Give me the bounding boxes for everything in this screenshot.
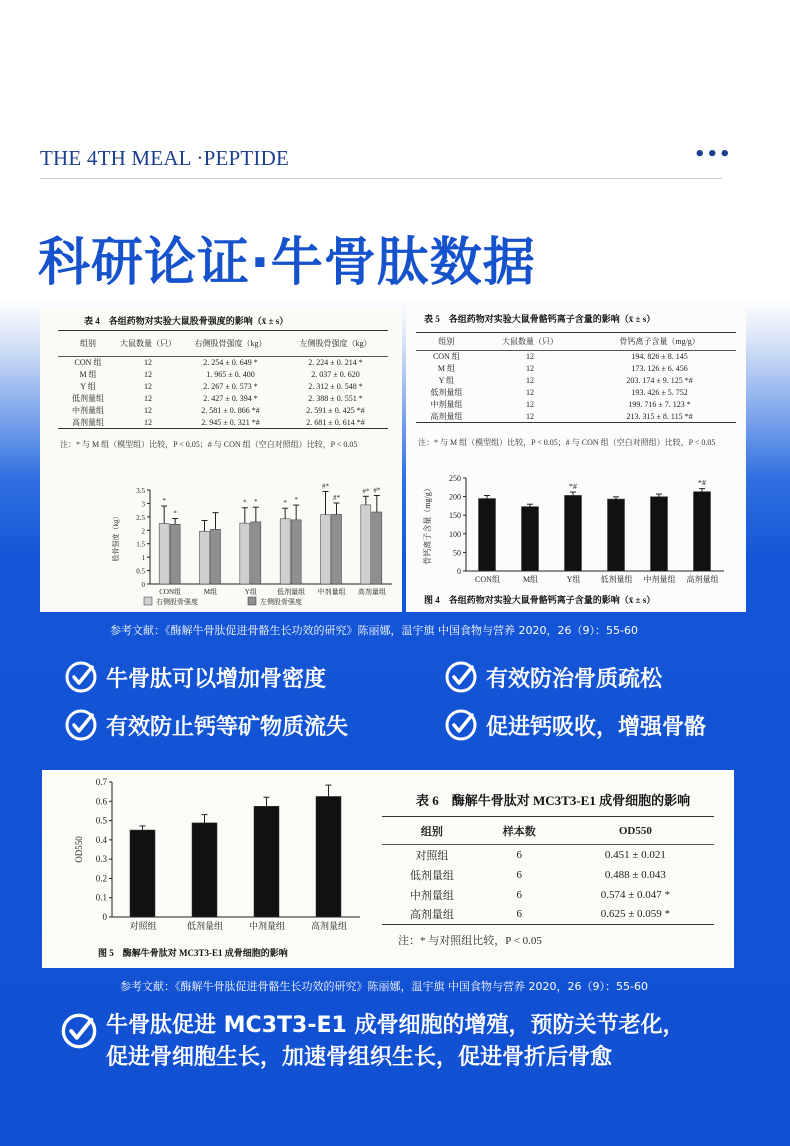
table-cell: 12 bbox=[525, 388, 534, 397]
y-tick-label: 0 bbox=[102, 912, 107, 922]
table6-header: OD550 bbox=[618, 824, 652, 837]
table4-note: 注：* 与 M 组（模型组）比较，P < 0.05；# 与 CON 组（空白对照组）比较，P < 0.05 bbox=[60, 440, 358, 449]
table6-header: 组别 bbox=[420, 825, 443, 838]
bar bbox=[254, 806, 279, 917]
bar bbox=[200, 531, 210, 584]
table5-note: 注：* 与 M 组（模型组）比较，P < 0.05；# 与 CON 组（空白对照组）比较，P < 0.05 bbox=[418, 438, 716, 447]
y-tick-label: 0.1 bbox=[95, 892, 107, 903]
benefit-text: 有效防止钙等矿物质流失 bbox=[106, 714, 349, 740]
significance-mark: #* bbox=[362, 487, 370, 496]
table-cell: 0.574 ± 0.047 * bbox=[600, 888, 670, 901]
table5-header: 大鼠数量（只） bbox=[501, 337, 558, 346]
table-cell: 6 bbox=[516, 888, 523, 901]
bar bbox=[332, 514, 342, 584]
check-circle-icon bbox=[444, 708, 478, 742]
table5-header: 骨钙离子含量（mg/g） bbox=[619, 337, 700, 346]
table-cell: 2. 427 ± 0. 394 * bbox=[203, 394, 258, 403]
check-circle-icon bbox=[64, 660, 98, 694]
table-cell: 12 bbox=[144, 406, 152, 415]
table-cell: 2. 037 ± 0. 620 bbox=[311, 370, 360, 379]
table-cell: 12 bbox=[525, 364, 534, 373]
y-axis-label: 骨钙离子含量（mg/g） bbox=[423, 484, 432, 565]
figure5-panel bbox=[42, 770, 734, 968]
bar bbox=[316, 796, 341, 917]
table-cell: 低剂量组 bbox=[72, 394, 104, 403]
y-axis-label: OD550 bbox=[74, 836, 84, 863]
brand-text: THE 4TH MEAL ·PEPTIDE bbox=[40, 146, 289, 170]
bar bbox=[170, 524, 180, 584]
x-tick-label: 高剂量组 bbox=[310, 921, 348, 931]
bar bbox=[240, 523, 250, 584]
table-cell: 中剂量组 bbox=[409, 889, 454, 902]
table-cell: 中剂量组 bbox=[430, 400, 463, 409]
bar bbox=[522, 507, 539, 571]
table-cell: 193. 426 ± 5. 752 bbox=[631, 388, 688, 397]
table-cell: 2. 681 ± 0. 614 *# bbox=[306, 417, 365, 427]
table-cell: 173. 126 ± 6. 456 bbox=[631, 364, 688, 373]
table-cell: 2. 945 ± 0. 321 *# bbox=[201, 417, 260, 427]
x-tick-label: 中剂量组 bbox=[248, 921, 286, 931]
bar bbox=[280, 519, 290, 584]
significance-mark: * bbox=[283, 499, 287, 508]
bone-calcium-chart bbox=[406, 468, 746, 608]
x-tick-label: 高剂量组 bbox=[357, 588, 386, 596]
bar bbox=[372, 512, 382, 584]
table-cell: CON 组 bbox=[432, 352, 460, 362]
table6-caption: 表 6 酶解牛骨肽对 MC3T3-E1 成骨细胞的影响 bbox=[416, 793, 691, 808]
y-tick-label: 50 bbox=[453, 548, 461, 558]
bar bbox=[651, 497, 668, 571]
table-cell: 6 bbox=[516, 868, 523, 881]
table-cell: 194. 826 ± 8. 145 bbox=[631, 352, 688, 362]
table-cell: CON 组 bbox=[74, 358, 102, 368]
summary-line-1: 牛骨肽促进 MC3T3-E1 成骨细胞的增殖，预防关节老化， bbox=[106, 1013, 685, 1038]
table-cell: 12 bbox=[525, 352, 534, 362]
check-circle-icon bbox=[60, 1012, 98, 1050]
table-cell: 12 bbox=[144, 358, 152, 368]
y-tick-label: 0 bbox=[457, 567, 461, 576]
y-tick-label: 150 bbox=[449, 511, 461, 521]
benefit-text: 促进钙吸收，增强骨骼 bbox=[486, 714, 707, 740]
table6 bbox=[382, 816, 714, 925]
table-row bbox=[58, 417, 388, 429]
y-tick-label: 2.5 bbox=[136, 513, 145, 522]
table-cell: 12 bbox=[525, 411, 534, 421]
table4-caption: 表 4 各组药物对实验大鼠股骨强度的影响（x̄ ± s） bbox=[84, 316, 289, 326]
table-row bbox=[58, 381, 388, 393]
legend-swatch bbox=[144, 597, 152, 605]
significance-mark: #* bbox=[373, 486, 381, 495]
table-row bbox=[58, 405, 388, 417]
table-cell: 6 bbox=[516, 848, 523, 861]
significance-mark: * bbox=[243, 498, 247, 507]
table4-header: 组别 bbox=[80, 339, 96, 348]
x-tick-label: 中剂量组 bbox=[317, 588, 346, 596]
table-cell: M 组 bbox=[437, 364, 455, 373]
x-tick-label: Y组 bbox=[566, 575, 581, 584]
x-tick-label: CON组 bbox=[159, 588, 182, 596]
x-tick-label: CON组 bbox=[475, 575, 500, 584]
table-cell: 低剂量组 bbox=[409, 869, 454, 882]
x-tick-label: Y组 bbox=[244, 588, 257, 596]
table-cell: Y 组 bbox=[438, 376, 455, 385]
bar bbox=[159, 523, 169, 584]
table-cell: 6 bbox=[516, 908, 523, 921]
header-divider bbox=[40, 178, 722, 179]
table-row bbox=[416, 375, 736, 387]
significance-mark: *# bbox=[569, 482, 577, 492]
table-row bbox=[58, 369, 388, 381]
table-cell: 2. 581 ± 0. 866 *# bbox=[201, 406, 260, 415]
table-cell: 高剂量组 bbox=[72, 417, 104, 427]
bar bbox=[565, 495, 582, 571]
bar bbox=[321, 515, 331, 584]
table6-header: 样本数 bbox=[502, 825, 536, 838]
table-cell: 12 bbox=[144, 370, 152, 379]
legend-label: 左侧股骨强度 bbox=[260, 598, 302, 606]
table-row bbox=[58, 357, 388, 369]
x-tick-label: M组 bbox=[522, 575, 539, 584]
y-axis-label: 股骨强度（kg） bbox=[112, 512, 120, 562]
benefit-3 bbox=[64, 708, 348, 742]
x-tick-label: 低剂量组 bbox=[277, 588, 306, 596]
table-cell: 0.625 ± 0.059 * bbox=[600, 908, 670, 921]
y-tick-label: 0.4 bbox=[95, 834, 107, 845]
table-row bbox=[382, 865, 714, 885]
bar bbox=[361, 505, 371, 584]
table-row bbox=[416, 387, 736, 399]
table5-caption: 表 5 各组药物对实验大鼠骨骼钙离子含量的影响（x̄ ± s） bbox=[424, 314, 656, 324]
table4 bbox=[58, 330, 388, 429]
table4-header: 大鼠数量（只） bbox=[120, 339, 176, 348]
benefit-2 bbox=[444, 660, 662, 694]
table-cell: 2. 224 ± 0. 214 * bbox=[308, 358, 363, 368]
x-tick-label: 高剂量组 bbox=[686, 575, 719, 584]
check-circle-icon bbox=[444, 660, 478, 694]
bar bbox=[479, 499, 496, 571]
y-tick-label: 0.6 bbox=[95, 796, 107, 807]
table-cell: 高剂量组 bbox=[430, 411, 463, 421]
page-title: 科研论证·牛骨肽数据 bbox=[38, 233, 536, 293]
table5-header: 组别 bbox=[438, 337, 455, 346]
x-tick-label: 低剂量组 bbox=[186, 921, 224, 931]
table-cell: 2. 312 ± 0. 548 * bbox=[308, 382, 363, 391]
bar bbox=[211, 529, 221, 584]
benefit-text: 有效防治骨质疏松 bbox=[486, 666, 663, 692]
table-cell: 12 bbox=[525, 400, 534, 409]
table-cell: 2. 388 ± 0. 551 * bbox=[308, 394, 363, 403]
significance-mark: #* bbox=[322, 482, 329, 491]
y-tick-label: 1 bbox=[141, 554, 145, 563]
figure5-title: 图 5 酶解牛骨肽对 MC3T3-E1 成骨细胞的影响 bbox=[98, 948, 288, 958]
significance-mark: * bbox=[254, 498, 258, 507]
table-cell: 2. 591 ± 0. 425 *# bbox=[306, 406, 365, 415]
table-cell: 1. 965 ± 0. 400 bbox=[206, 370, 255, 379]
x-tick-label: 低剂量组 bbox=[600, 575, 633, 584]
table6-note: 注：* 与对照组比较，P < 0.05 bbox=[398, 935, 542, 947]
table-cell: 中剂量组 bbox=[72, 406, 104, 415]
y-tick-label: 3 bbox=[141, 500, 145, 509]
benefit-text: 牛骨肽可以增加骨密度 bbox=[106, 666, 327, 692]
table-cell: 高剂量组 bbox=[409, 909, 454, 922]
bar bbox=[130, 830, 155, 917]
x-tick-label: 对照组 bbox=[129, 921, 157, 931]
table-cell: 12 bbox=[144, 382, 152, 391]
more-dots-icon[interactable]: ••• bbox=[694, 144, 732, 165]
y-tick-label: 0.3 bbox=[95, 854, 107, 865]
table4-header: 右侧股骨强度（kg） bbox=[194, 339, 267, 348]
check-circle-icon bbox=[64, 708, 98, 742]
table-cell: 0.488 ± 0.043 bbox=[604, 868, 666, 881]
table-cell: 低剂量组 bbox=[430, 388, 463, 397]
table-cell: 对照组 bbox=[415, 849, 449, 862]
significance-mark: * bbox=[294, 496, 298, 505]
table-cell: 2. 254 ± 0. 649 * bbox=[203, 358, 258, 368]
legend-label: 右侧股骨强度 bbox=[156, 598, 198, 606]
table5-panel bbox=[406, 308, 746, 612]
femur-strength-chart bbox=[40, 476, 402, 611]
y-tick-label: 200 bbox=[449, 492, 461, 502]
significance-mark: *# bbox=[698, 478, 706, 488]
legend-swatch bbox=[248, 597, 256, 605]
reference-2: 参考文献：《酶解牛骨肽促进骨骼生长功效的研究》陈丽娜，温宇旗 中国食物与营养 2020，26（9）：55-60 bbox=[120, 980, 648, 993]
reference-1: 参考文献：《酶解牛骨肽促进骨骼生长功效的研究》陈丽娜，温宇旗 中国食物与营养 2020，26（9）：55-60 bbox=[110, 624, 638, 637]
table-cell: 12 bbox=[144, 417, 152, 427]
osteoblast-od-chart bbox=[42, 770, 372, 945]
table-cell: 2. 267 ± 0. 573 * bbox=[203, 382, 258, 391]
summary-block bbox=[60, 1010, 684, 1074]
y-tick-label: 3.5 bbox=[136, 487, 145, 495]
table-cell: 0.451 ± 0.021 bbox=[604, 848, 666, 861]
significance-mark: #* bbox=[333, 493, 340, 502]
y-tick-label: 0 bbox=[141, 581, 145, 589]
table-row bbox=[382, 905, 714, 925]
bar bbox=[291, 520, 301, 584]
bar bbox=[694, 492, 711, 571]
table-cell: 12 bbox=[525, 376, 534, 385]
y-tick-label: 100 bbox=[449, 529, 461, 539]
y-tick-label: 250 bbox=[449, 474, 461, 483]
table4-panel bbox=[40, 308, 402, 612]
table-cell: 12 bbox=[144, 394, 152, 403]
y-tick-label: 0.5 bbox=[95, 815, 107, 826]
table-row bbox=[416, 411, 736, 423]
table-row bbox=[416, 351, 736, 363]
table-cell: M 组 bbox=[79, 370, 97, 379]
figure4-title: 图 4 各组药物对实验大鼠骨骼钙离子含量的影响（x̄ ± s） bbox=[424, 595, 656, 605]
benefit-1 bbox=[64, 660, 326, 694]
table-cell: Y 组 bbox=[80, 382, 96, 391]
bar bbox=[192, 823, 217, 917]
table4-header: 左侧股骨强度（kg） bbox=[299, 339, 372, 348]
benefit-4 bbox=[444, 708, 706, 742]
bar bbox=[608, 499, 625, 571]
significance-mark: * bbox=[162, 497, 166, 506]
significance-mark: * bbox=[173, 509, 177, 518]
y-tick-label: 0.7 bbox=[95, 777, 107, 787]
table-row bbox=[58, 393, 388, 405]
table-cell: 213. 315 ± 8. 115 *# bbox=[626, 411, 693, 421]
summary-line-2: 促进骨细胞生长，加速骨组织生长，促进骨折后骨愈 bbox=[106, 1045, 613, 1070]
y-tick-label: 2 bbox=[141, 527, 145, 536]
y-tick-label: 0.5 bbox=[136, 567, 145, 576]
table-row bbox=[382, 845, 714, 865]
x-tick-label: 中剂量组 bbox=[643, 575, 676, 584]
bar bbox=[251, 522, 261, 584]
table-cell: 203. 174 ± 9. 125 *# bbox=[626, 376, 693, 385]
x-tick-label: M组 bbox=[203, 588, 218, 596]
table5 bbox=[416, 332, 736, 423]
table-row bbox=[416, 399, 736, 411]
table-row bbox=[416, 363, 736, 375]
y-tick-label: 0.2 bbox=[95, 873, 107, 884]
y-tick-label: 1.5 bbox=[136, 540, 145, 549]
table-row bbox=[382, 885, 714, 905]
table-cell: 199. 716 ± 7. 123 * bbox=[628, 400, 691, 409]
